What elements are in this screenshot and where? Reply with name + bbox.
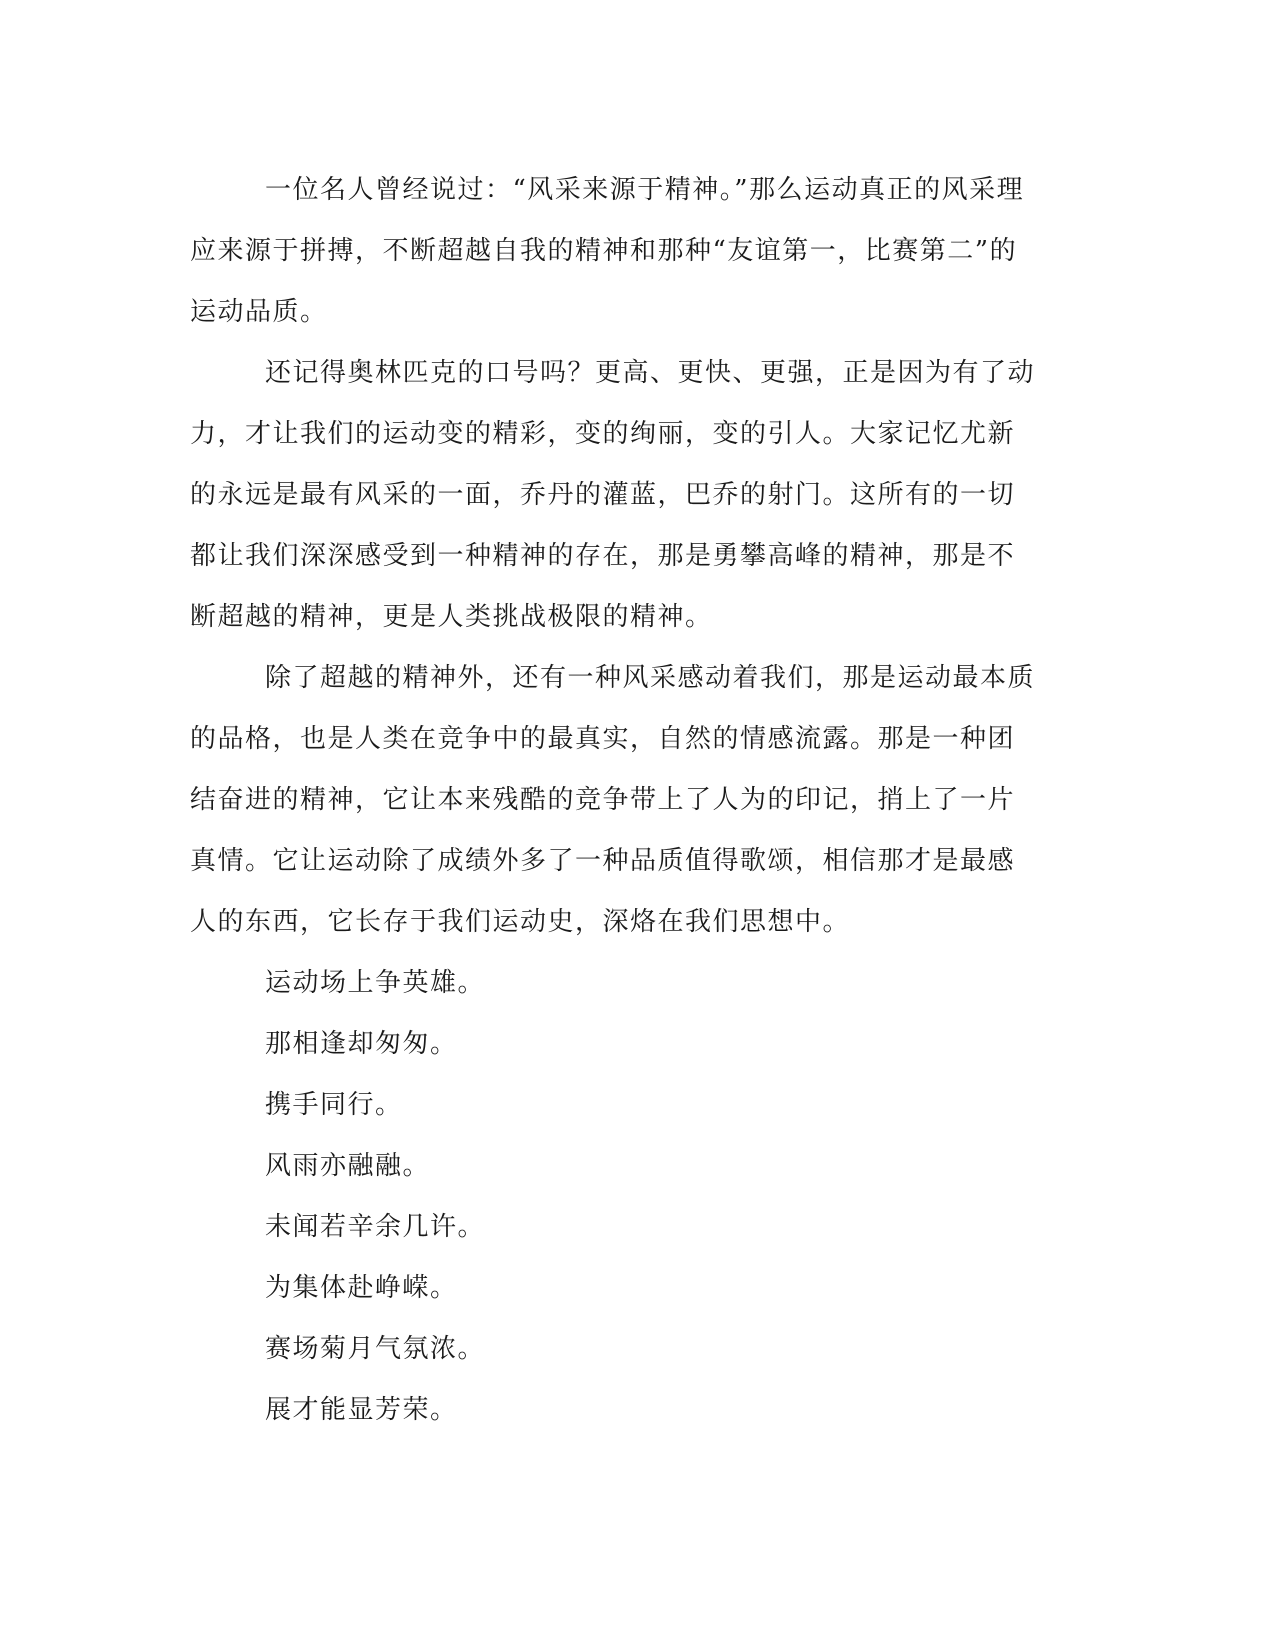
paragraph-line: 人的东西，它长存于我们运动史，深烙在我们思想中。 <box>190 907 851 937</box>
paragraph-line: 运动品质。 <box>190 297 328 327</box>
verse-line-1: 运动场上争英雄。 <box>265 968 486 998</box>
verse-line-5: 未闻若辛余几许。 <box>265 1212 486 1242</box>
paragraph-line: 一位名人曾经说过：“风采来源于精神。”那么运动真正的风采理 <box>265 175 1025 205</box>
paragraph-1 <box>190 160 1085 343</box>
verse-line-4: 风雨亦融融。 <box>265 1151 431 1181</box>
paragraph-line: 还记得奥林匹克的口号吗？更高、更快、更强，正是因为有了动 <box>265 358 1036 388</box>
verse-line-6: 为集体赴峥嵘。 <box>265 1273 458 1303</box>
paragraph-line: 应来源于拼搏，不断超越自我的精神和那种“友谊第一，比赛第二”的 <box>190 236 1018 266</box>
verse-line-2: 那相逢却匆匆。 <box>265 1029 458 1059</box>
verse-line-7: 赛场菊月气氛浓。 <box>265 1334 486 1364</box>
paragraph-line: 真情。它让运动除了成绩外多了一种品质值得歌颂，相信那才是最感 <box>190 846 1016 876</box>
verse-line-8: 展才能显芳荣。 <box>265 1395 458 1425</box>
paragraph-line: 力，才让我们的运动变的精彩，变的绚丽，变的引人。大家记忆尤新 <box>190 419 1016 449</box>
paragraph-line: 除了超越的精神外，还有一种风采感动着我们，那是运动最本质 <box>265 663 1036 693</box>
paragraph-3 <box>190 648 1085 953</box>
paragraph-line: 断超越的精神，更是人类挑战极限的精神。 <box>190 602 713 632</box>
paragraph-line: 都让我们深深感受到一种精神的存在，那是勇攀高峰的精神，那是不 <box>190 541 1016 571</box>
paragraph-2 <box>190 343 1085 648</box>
paragraph-line: 的品格，也是人类在竞争中的最真实，自然的情感流露。那是一种团 <box>190 724 1016 754</box>
verse-line-3: 携手同行。 <box>265 1090 403 1120</box>
paragraph-line: 结奋进的精神，它让本来残酷的竞争带上了人为的印记，捎上了一片 <box>190 785 1016 815</box>
paragraph-line: 的永远是最有风采的一面，乔丹的灌蓝，巴乔的射门。这所有的一切 <box>190 480 1016 510</box>
document-body <box>190 160 1085 1441</box>
